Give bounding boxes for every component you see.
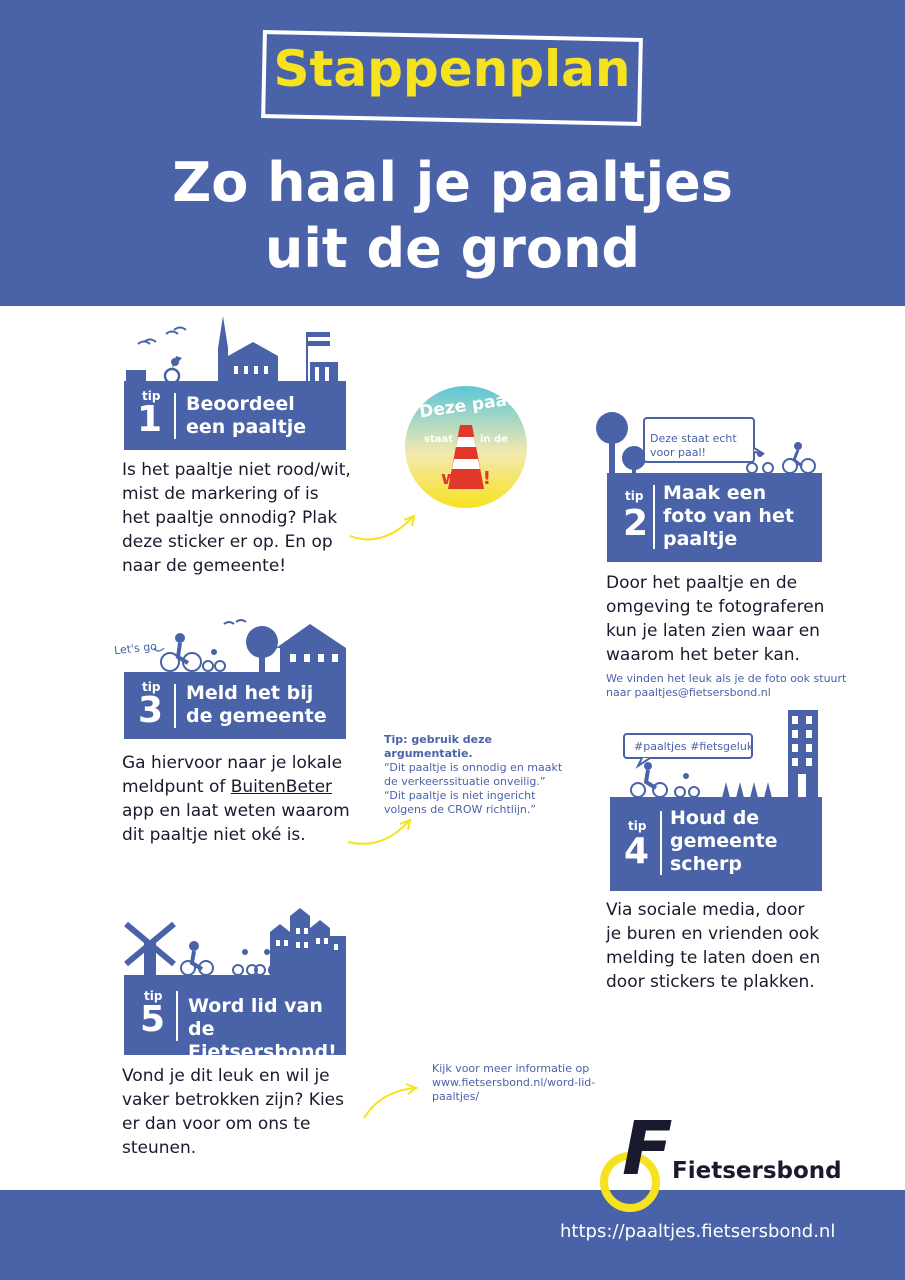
tip-divider — [174, 684, 176, 728]
tip-3-box: tip 3 Meld het bij de gemeente — [124, 672, 346, 739]
sticker-line3: weg! — [441, 468, 491, 489]
page-title: Zo haal je paaltjes uit de grond — [172, 151, 733, 280]
tip-3-body: Ga hiervoor naar je lokale meldpunt of BuitenBeter app en laat weten waarom dit paaltje niet oké is. — [122, 753, 350, 845]
sticker-line2b: in de — [480, 434, 508, 445]
tip-1-body: Is het paaltje niet rood/wit, mist de markering of is het paaltje onnodig? Plak deze sticker er op. En op naar de gemeente! — [122, 460, 351, 576]
arrow-icon — [362, 1082, 422, 1122]
footer-url[interactable]: https://paaltjes.fietsersbond.nl — [560, 1221, 836, 1242]
tip-divider — [660, 811, 662, 875]
argument-note: Tip: gebruik deze argumentatie. “Dit paaltje is onnodig en maakt de verkeerssituatie onveilig.” “Dit paaltje is niet ingericht volgens de CROW richtlijn.” — [384, 733, 563, 816]
logo-letter: F — [622, 1106, 673, 1192]
brand-name: Fietsersbond — [672, 1158, 842, 1184]
tip-1-box: tip 1 Beoordeel een paaltje — [124, 381, 346, 450]
tip-4-title: Houd de gemeente scherp — [670, 807, 778, 875]
tip-4-box: tip 4 Houd de gemeente scherp — [610, 797, 822, 891]
more-info-note: Kijk voor meer informatie op www.fietsersbond.nl/word-lid- paaltjes/ — [432, 1062, 632, 1104]
kicker-title: Stappenplan — [273, 40, 631, 98]
town-silhouette-icon — [124, 312, 346, 384]
buitenbeter-link[interactable]: BuitenBeter — [230, 777, 333, 797]
tip-1-title: Beoordeel een paaltje — [186, 393, 307, 438]
tip-divider — [174, 393, 176, 439]
lets-go-label: Let's go — [113, 639, 158, 658]
tip-5-box: tip 5 Word lid van de Fietsersbond! — [124, 975, 346, 1055]
speech-bubble-tip-4: #paaltjes #fietsgeluk — [634, 740, 754, 753]
tip-5-body: Vond je dit leuk en wil je vaker betrokken zijn? Kies er dan voor om ons te steunen. — [122, 1066, 344, 1158]
sticker-line2a: staat — [424, 434, 454, 445]
tip-5-title: Word lid van de Fietsersbond! — [188, 995, 337, 1063]
tip-2-body: Door het paaltje en de omgeving te fotograferen kun je laten zien waar en waarom het beter kan. — [606, 573, 825, 665]
sticker-line1: Deze paal — [418, 389, 514, 423]
speech-bubble-tip-2: Deze staat echt voor paal! — [650, 432, 737, 459]
windmill-canal-houses-icon — [124, 908, 346, 976]
social-city-icon — [622, 710, 822, 798]
tip-2-title: Maak een foto van het paaltje — [663, 482, 794, 550]
tip-3-title: Meld het bij de gemeente — [186, 682, 327, 727]
cyclists-houses-icon — [124, 614, 346, 674]
tip-4-body: Via sociale media, door je buren en vrienden ook melding te laten doen en door stickers te plakken. — [606, 900, 821, 992]
photo-note: We vinden het leuk als je de foto ook stuurt naar paaltjes@fietsersbond.nl — [606, 672, 847, 699]
tip-divider — [176, 991, 178, 1041]
arrow-icon — [348, 512, 422, 544]
arrow-icon — [346, 816, 418, 848]
tip-divider — [653, 485, 655, 549]
more-info-link[interactable]: www.fietsersbond.nl/word-lid- — [432, 1076, 596, 1089]
tip-2-box: tip 2 Maak een foto van het paaltje — [607, 473, 822, 562]
